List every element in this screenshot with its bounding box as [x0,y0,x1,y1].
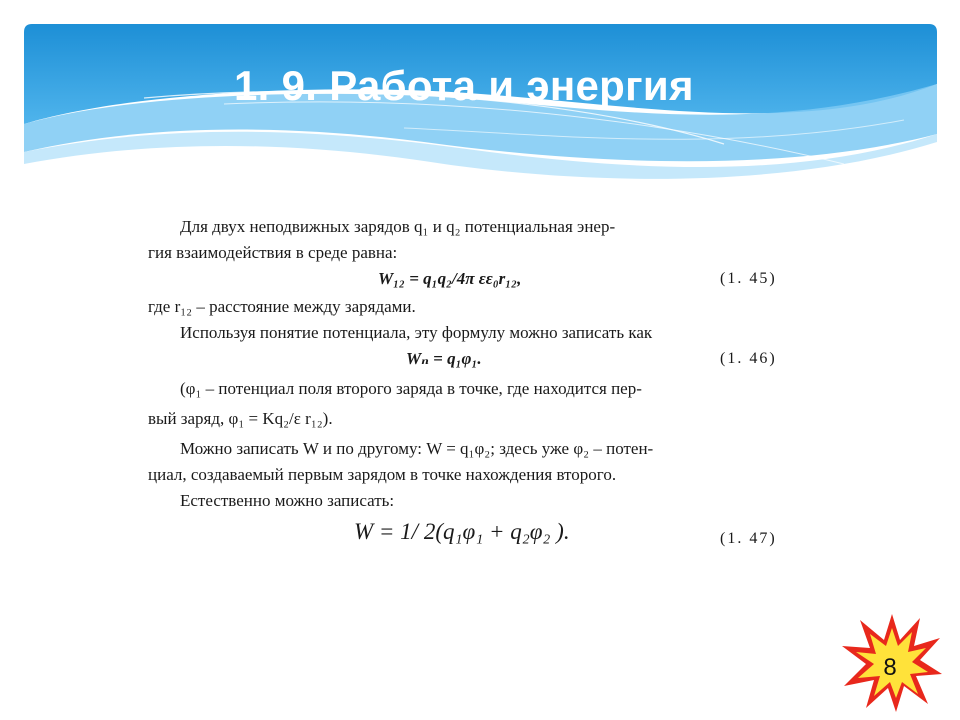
header-banner [24,24,937,194]
paragraph-line: где r₁₂ – расстояние между зарядами. [148,297,416,316]
equation-1-47: W = 1/ 2(q₁φ₁ + q₂φ₂ ). [354,519,570,544]
equation-number: (1. 46) [720,350,777,367]
equation-1-46: Wₙ = q₁φ₁. [406,349,482,368]
paragraph-line: вый заряд, φ₁ = Kq₂/ε r₁₂). [148,409,333,428]
equation-number: (1. 45) [720,270,777,287]
slide-title: 1. 9. Работа и энергия [234,62,694,109]
paragraph-line: Используя понятие потенциала, эту формулу можно записать как [180,323,653,342]
paragraph-line: гия взаимодействия в среде равна: [148,243,398,262]
equation-number: (1. 47) [720,530,777,547]
paragraph-line: Естественно можно записать: [180,491,395,510]
paragraph-line: циал, создаваемый первым зарядом в точке нахождения второго. [148,465,617,484]
page-number-badge [842,612,942,712]
paragraph-line: Для двух неподвижных зарядов q₁ и q₂ потенциальная энер- [180,217,616,236]
paragraph-line: Можно записать W и по другому: W = q₁φ₂; здесь уже φ₂ – потен- [180,439,654,458]
document-excerpt [148,214,818,554]
equation-1-45: W₁₂ = q₁q₂/4π εε₀r₁₂, [378,269,522,288]
page-number: 8 [883,654,897,681]
paragraph-line: (φ₁ – потенциал поля второго заряда в точке, где находится пер- [180,379,642,398]
